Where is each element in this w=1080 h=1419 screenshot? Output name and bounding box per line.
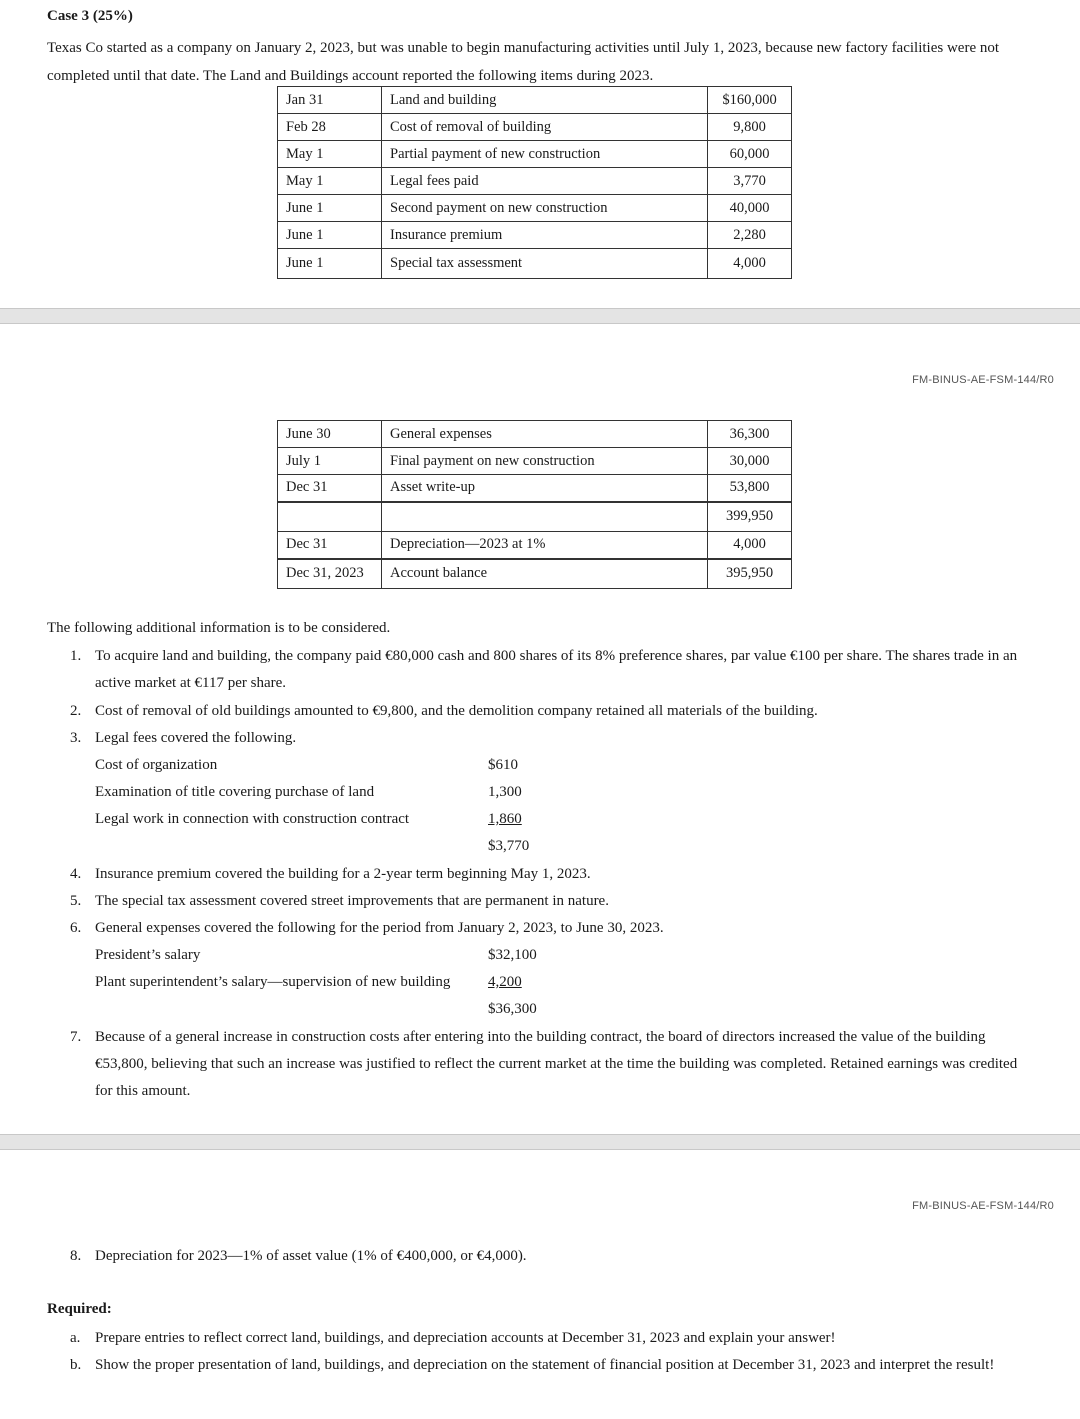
list-number: 1. bbox=[70, 648, 82, 664]
page-break bbox=[0, 308, 1080, 324]
required-item-b: Show the proper presentation of land, buildings, and depreciation on the statement of financial position at December 31, 2023 and interpret the result! bbox=[95, 1357, 995, 1373]
row-description: Depreciation—2023 at 1% bbox=[382, 532, 708, 559]
general-expense-total: $36,300 bbox=[488, 1001, 537, 1017]
row-amount: 9,800 bbox=[708, 114, 792, 141]
row-date: Dec 31 bbox=[278, 475, 382, 502]
list-item-3: Legal fees covered the following. bbox=[95, 730, 297, 746]
additional-info-intro: The following additional information is to be considered. bbox=[47, 620, 391, 636]
legal-fee-label: Examination of title covering purchase of land bbox=[95, 784, 375, 800]
required-heading: Required: bbox=[47, 1301, 112, 1317]
ledger-table-part2 bbox=[277, 420, 792, 589]
general-expense-amount: 4,200 bbox=[488, 974, 522, 990]
list-number: 4. bbox=[70, 866, 82, 882]
row-description: Asset write-up bbox=[382, 475, 708, 502]
row-description: Second payment on new construction bbox=[382, 195, 708, 222]
case-title: Case 3 (25%) bbox=[47, 8, 133, 24]
legal-fee-label: Cost of organization bbox=[95, 757, 218, 773]
row-amount: 36,300 bbox=[708, 421, 792, 448]
row-amount: 4,000 bbox=[708, 249, 792, 279]
table-row bbox=[278, 87, 792, 114]
row-date: Jan 31 bbox=[278, 87, 382, 114]
row-description bbox=[382, 502, 708, 532]
table-row bbox=[278, 475, 792, 502]
list-item-6: General expenses covered the following for the period from January 2, 2023, to June 30, 2023. bbox=[95, 920, 664, 936]
table-row bbox=[278, 249, 792, 279]
row-date: May 1 bbox=[278, 168, 382, 195]
table-row-subtotal bbox=[278, 502, 792, 532]
table-row bbox=[278, 114, 792, 141]
list-item-1: To acquire land and building, the company paid €80,000 cash and 800 shares of its 8% preference shares, par value €100 per share. The shares trade in an active market at €117 per share. bbox=[95, 648, 1018, 691]
row-amount: 4,000 bbox=[708, 532, 792, 559]
row-description: Land and building bbox=[382, 87, 708, 114]
row-date: June 1 bbox=[278, 195, 382, 222]
row-date: July 1 bbox=[278, 448, 382, 475]
page-break bbox=[0, 1134, 1080, 1150]
table-row bbox=[278, 222, 792, 249]
list-number: 5. bbox=[70, 893, 82, 909]
row-amount: 60,000 bbox=[708, 141, 792, 168]
list-number: 3. bbox=[70, 730, 82, 746]
legal-fee-total: $3,770 bbox=[488, 838, 530, 854]
row-date: June 30 bbox=[278, 421, 382, 448]
row-description: General expenses bbox=[382, 421, 708, 448]
legal-fee-amount: $610 bbox=[488, 757, 518, 773]
general-expense-label: Plant superintendent’s salary—supervision of new building bbox=[95, 974, 451, 990]
row-description: Special tax assessment bbox=[382, 249, 708, 279]
row-amount: 53,800 bbox=[708, 475, 792, 502]
table-row bbox=[278, 448, 792, 475]
list-item-8: Depreciation for 2023—1% of asset value (1% of €400,000, or €4,000). bbox=[95, 1248, 527, 1264]
table-row-balance bbox=[278, 559, 792, 589]
list-letter: b. bbox=[70, 1357, 82, 1373]
row-date: June 1 bbox=[278, 249, 382, 279]
row-amount: 40,000 bbox=[708, 195, 792, 222]
row-description: Partial payment of new construction bbox=[382, 141, 708, 168]
row-description: Insurance premium bbox=[382, 222, 708, 249]
list-item-4: Insurance premium covered the building for a 2-year term beginning May 1, 2023. bbox=[95, 866, 591, 882]
row-date: Feb 28 bbox=[278, 114, 382, 141]
page-footer-code: FM-BINUS-AE-FSM-144/R0 bbox=[912, 1200, 1054, 1212]
legal-fee-amount: 1,860 bbox=[488, 811, 522, 827]
list-item-5: The special tax assessment covered street improvements that are permanent in nature. bbox=[95, 893, 609, 909]
case-intro: Texas Co started as a company on January 2, 2023, but was unable to begin manufacturing activities until July 1, 2023, because new factory facilities were not completed until that date. The Land and Buildings account reported the following items during 2023. bbox=[47, 40, 1000, 84]
general-expense-label: President’s salary bbox=[95, 947, 201, 963]
list-item-2: Cost of removal of old buildings amounted to €9,800, and the demolition company retained all materials of the building. bbox=[95, 703, 818, 719]
row-description: Final payment on new construction bbox=[382, 448, 708, 475]
row-date: May 1 bbox=[278, 141, 382, 168]
page-footer-code: FM-BINUS-AE-FSM-144/R0 bbox=[912, 374, 1054, 386]
row-description: Legal fees paid bbox=[382, 168, 708, 195]
row-amount: 30,000 bbox=[708, 448, 792, 475]
row-amount: 399,950 bbox=[708, 502, 792, 532]
list-number: 7. bbox=[70, 1029, 82, 1045]
row-date: Dec 31 bbox=[278, 532, 382, 559]
list-item-7: Because of a general increase in construction costs after entering into the building contract, the board of directors increased the value of the building €53,800, believing that such an increase was justified to reflect the current market at the time the building was completed. Retained earnings was credited for this amount. bbox=[95, 1029, 1018, 1099]
row-amount: 2,280 bbox=[708, 222, 792, 249]
row-date: June 1 bbox=[278, 222, 382, 249]
list-number: 8. bbox=[70, 1248, 82, 1264]
table-row bbox=[278, 421, 792, 448]
ledger-table-part1 bbox=[277, 86, 792, 279]
row-amount: 395,950 bbox=[708, 559, 792, 589]
table-row bbox=[278, 168, 792, 195]
table-row bbox=[278, 141, 792, 168]
row-amount: $160,000 bbox=[708, 87, 792, 114]
row-amount: 3,770 bbox=[708, 168, 792, 195]
table-row bbox=[278, 195, 792, 222]
general-expense-amount: $32,100 bbox=[488, 947, 537, 963]
row-description: Account balance bbox=[382, 559, 708, 589]
list-letter: a. bbox=[70, 1330, 81, 1346]
row-description: Cost of removal of building bbox=[382, 114, 708, 141]
table-row bbox=[278, 532, 792, 559]
list-number: 6. bbox=[70, 920, 82, 936]
row-date: Dec 31, 2023 bbox=[278, 559, 382, 589]
required-item-a: Prepare entries to reflect correct land, buildings, and depreciation accounts at December 31, 2023 and explain your answer! bbox=[95, 1330, 836, 1346]
legal-fee-label: Legal work in connection with construction contract bbox=[95, 811, 410, 827]
legal-fee-amount: 1,300 bbox=[488, 784, 522, 800]
row-date bbox=[278, 502, 382, 532]
list-number: 2. bbox=[70, 703, 82, 719]
